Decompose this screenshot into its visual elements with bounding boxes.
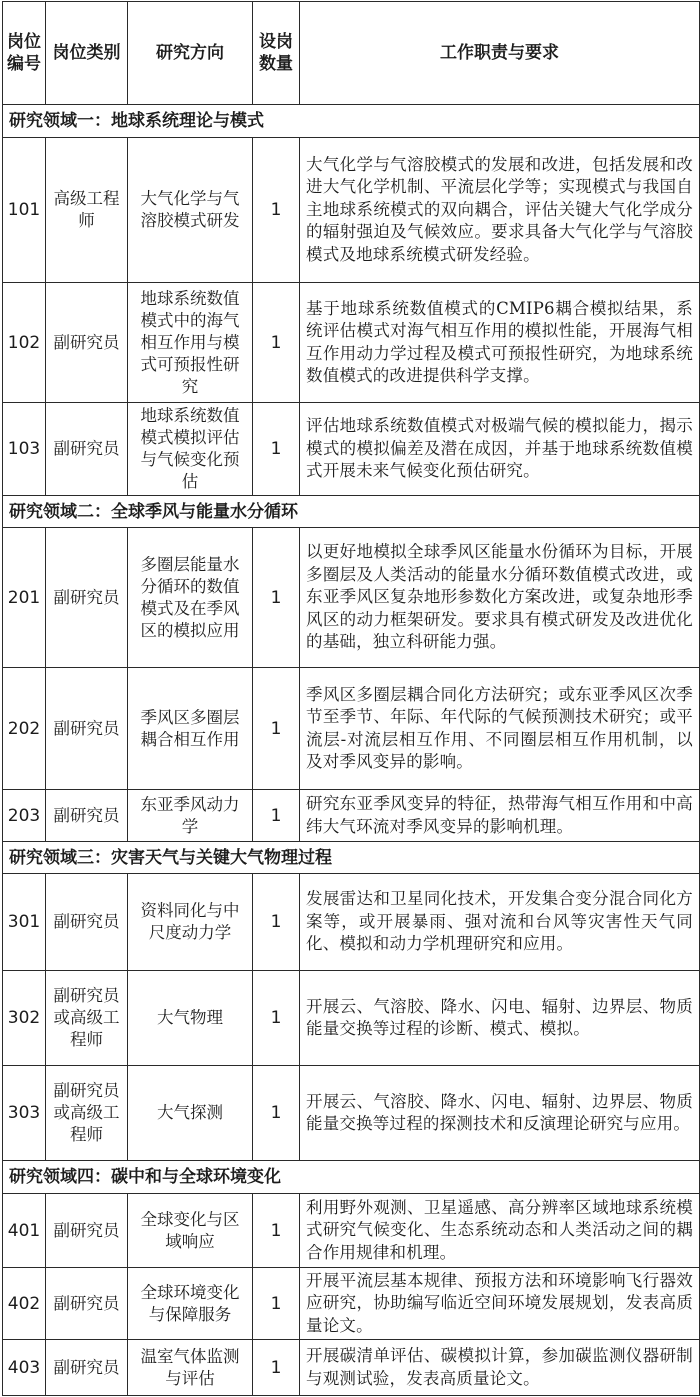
header-direction: 研究方向	[128, 2, 253, 105]
duties-text: 开展云、气溶胶、降水、闪电、辐射、边界层、物质能量交换等过程的诊断、模式、模拟。	[300, 971, 700, 1066]
section-title: 研究领域一：地球系统理论与模式	[3, 105, 700, 138]
positions-table	[2, 1, 700, 1396]
section-title: 研究领域四：碳中和与全球环境变化	[3, 1161, 700, 1194]
position-code: 403	[3, 1340, 46, 1396]
research-direction: 大气化学与气溶胶模式研发	[128, 138, 253, 283]
header-code: 岗位编号	[3, 2, 46, 105]
research-direction: 地球系统数值模式模拟评估与气候变化预估	[128, 403, 253, 496]
duties-text: 发展雷达和卫星同化技术，开发集合变分混合同化方案等，或开展暴雨、强对流和台风等灾害性天气同化、模拟和动力学机理研究和应用。	[300, 874, 700, 971]
duties-text: 开展云、气溶胶、降水、闪电、辐射、边界层、物质能量交换等过程的探测技术和反演理论研究与应用。	[300, 1066, 700, 1161]
position-code: 201	[3, 528, 46, 668]
position-code: 202	[3, 668, 46, 790]
header-count: 设岗数量	[253, 2, 300, 105]
table-row	[3, 403, 700, 496]
research-direction: 季风区多圈层耦合相互作用	[128, 668, 253, 790]
research-direction: 大气物理	[128, 971, 253, 1066]
table-row	[3, 971, 700, 1066]
position-count: 1	[253, 874, 300, 971]
section-row	[3, 105, 700, 138]
position-category: 副研究员	[46, 874, 128, 971]
header-category: 岗位类别	[46, 2, 128, 105]
duties-text: 季风区多圈层耦合同化方法研究；或东亚季风区次季节至季节、年际、年代际的气候预测技术研究；或平流层-对流层相互作用、不同圈层相互作用机制，以及对季风变异的影响。	[300, 668, 700, 790]
position-code: 102	[3, 283, 46, 403]
position-code: 303	[3, 1066, 46, 1161]
duties-text: 基于地球系统数值模式的CMIP6耦合模拟结果，系统评估模式对海气相互作用的模拟性能，开展海气相互作用动力学过程及模式可预报性研究，为地球系统数值模式的改进提供科学支撑。	[300, 283, 700, 403]
position-count: 1	[253, 1268, 300, 1340]
table-row	[3, 138, 700, 283]
duties-text: 大气化学与气溶胶模式的发展和改进，包括发展和改进大气化学机制、平流层化学等；实现模式与我国自主地球系统模式的双向耦合，评估关键大气化学成分的辐射强迫及气候效应。要求具备大气化学与气溶胶模式及地球系统模式研发经验。	[300, 138, 700, 283]
position-count: 1	[253, 283, 300, 403]
duties-text: 以更好地模拟全球季风区能量水份循环为目标，开展多圈层及人类活动的能量水分循环数值模式改进，或东亚季风区复杂地形参数化方案改进，或复杂地形季风区的动力框架研发。要求具有模式研发及改进优化的基础，独立科研能力强。	[300, 528, 700, 668]
position-category: 副研究员	[46, 1268, 128, 1340]
section-row	[3, 496, 700, 528]
duties-text: 利用野外观测、卫星遥感、高分辨率区域地球系统模式研究气候变化、生态系统动态和人类活动之间的耦合作用规律和机理。	[300, 1194, 700, 1268]
position-code: 402	[3, 1268, 46, 1340]
duties-text: 评估地球系统数值模式对极端气候的模拟能力，揭示模式的模拟偏差及潜在成因，并基于地球系统数值模式开展未来气候变化预估研究。	[300, 403, 700, 496]
position-code: 101	[3, 138, 46, 283]
position-category: 副研究员	[46, 1194, 128, 1268]
position-count: 1	[253, 668, 300, 790]
section-title: 研究领域三：灾害天气与关键大气物理过程	[3, 842, 700, 874]
table-row	[3, 1194, 700, 1268]
table-row	[3, 1066, 700, 1161]
position-count: 1	[253, 971, 300, 1066]
position-category: 副研究员	[46, 403, 128, 496]
research-direction: 温室气体监测与评估	[128, 1340, 253, 1396]
research-direction: 资料同化与中尺度动力学	[128, 874, 253, 971]
position-category: 副研究员	[46, 283, 128, 403]
position-count: 1	[253, 790, 300, 842]
position-code: 401	[3, 1194, 46, 1268]
section-row	[3, 842, 700, 874]
table-row	[3, 1340, 700, 1396]
position-category: 副研究员	[46, 1340, 128, 1396]
position-count: 1	[253, 1340, 300, 1396]
duties-text: 研究东亚季风变异的特征，热带海气相互作用和中高纬大气环流对季风变异的影响机理。	[300, 790, 700, 842]
position-code: 301	[3, 874, 46, 971]
section-title: 研究领域二：全球季风与能量水分循环	[3, 496, 700, 528]
position-category: 副研究员	[46, 790, 128, 842]
research-direction: 多圈层能量水分循环的数值模式及在季风区的模拟应用	[128, 528, 253, 668]
position-category: 高级工程师	[46, 138, 128, 283]
position-count: 1	[253, 403, 300, 496]
duties-text: 开展碳清单评估、碳模拟计算，参加碳监测仪器研制与观测试验，发表高质量论文。	[300, 1340, 700, 1396]
position-count: 1	[253, 1066, 300, 1161]
position-count: 1	[253, 528, 300, 668]
position-count: 1	[253, 1194, 300, 1268]
header-row	[3, 2, 700, 105]
position-count: 1	[253, 138, 300, 283]
research-direction: 全球变化与区域响应	[128, 1194, 253, 1268]
research-direction: 大气探测	[128, 1066, 253, 1161]
position-code: 302	[3, 971, 46, 1066]
table-row	[3, 1268, 700, 1340]
position-category: 副研究员或高级工程师	[46, 1066, 128, 1161]
research-direction: 东亚季风动力学	[128, 790, 253, 842]
position-code: 203	[3, 790, 46, 842]
research-direction: 全球环境变化与保障服务	[128, 1268, 253, 1340]
duties-text: 开展平流层基本规律、预报方法和环境影响飞行器效应研究，协助编写临近空间环境发展规划，发表高质量论文。	[300, 1268, 700, 1340]
position-category: 副研究员或高级工程师	[46, 971, 128, 1066]
header-duties: 工作职责与要求	[300, 2, 700, 105]
table-row	[3, 790, 700, 842]
section-row	[3, 1161, 700, 1194]
table-row	[3, 668, 700, 790]
table-row	[3, 528, 700, 668]
position-category: 副研究员	[46, 528, 128, 668]
position-code: 103	[3, 403, 46, 496]
research-direction: 地球系统数值模式中的海气相互作用与模式可预报性研究	[128, 283, 253, 403]
table-row	[3, 283, 700, 403]
table-row	[3, 874, 700, 971]
position-category: 副研究员	[46, 668, 128, 790]
